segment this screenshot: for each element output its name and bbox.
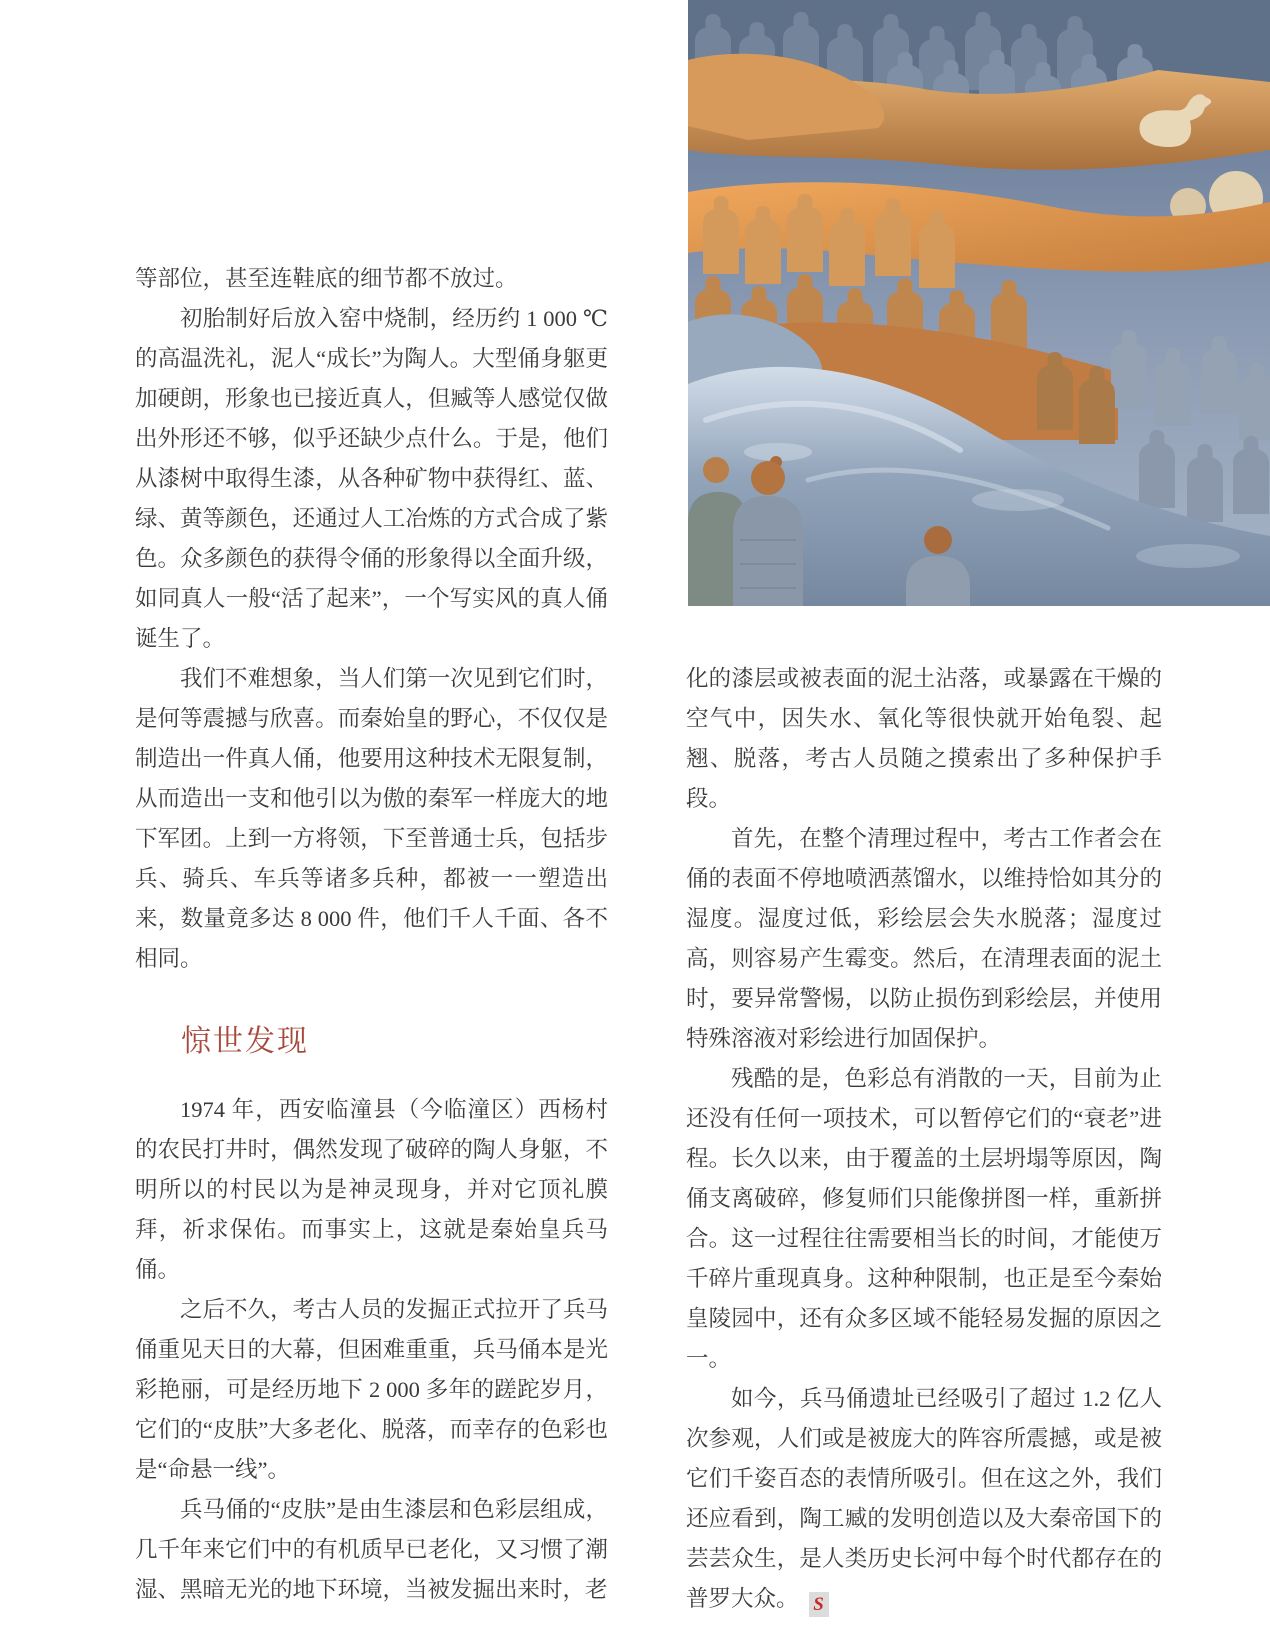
paragraph-text: 如今，兵马俑遗址已经吸引了超过 1.2 亿人次参观，人们或是被庞大的阵容所震撼，或是被它们千姿百态的表情所吸引。但在这之外，我们还应看到，陶工臧的发明创造以及大秦帝国下的芸芸众生，是人类历史长河中每个时代都存在的普罗大众。	[686, 1386, 1162, 1611]
paragraph: 兵马俑的“皮肤”是由生漆层和色彩层组成，几千年来它们中的有机质早已老化，又习惯了潮湿、黑暗无光的地下环境，当被发掘出来时，老	[135, 1497, 608, 1602]
right-column	[686, 659, 1162, 1619]
paragraph: 等部位，甚至连鞋底的细节都不放过。	[135, 266, 518, 291]
article-end-icon: S	[809, 1592, 829, 1617]
section-heading: 惊世发现	[181, 1025, 309, 1058]
paragraph	[686, 1379, 1162, 1619]
paragraph: 之后不久，考古人员的发掘正式拉开了兵马俑重见天日的大幕，但困难重重，兵马俑本是光彩艳丽，可是经历地下 2 000 多年的蹉跎岁月，它们的“皮肤”大多老化、脱落，而幸存的色彩也是“命悬一线”。	[135, 1297, 608, 1482]
paragraph: 首先，在整个清理过程中，考古工作者会在俑的表面不停地喷洒蒸馏水，以维持恰如其分的湿度。湿度过低，彩绘层会失水脱落；湿度过高，则容易产生霉变。然后，在清理表面的泥土时，要异常警惕，以防止损伤到彩绘层，并使用特殊溶液对彩绘进行加固保护。	[686, 826, 1162, 1051]
paragraph: 化的漆层或被表面的泥土沾落，或暴露在干燥的空气中，因失水、氧化等很快就开始龟裂、起翘、脱落，考古人员随之摸索出了多种保护手段。	[686, 666, 1162, 811]
paragraph: 我们不难想象，当人们第一次见到它们时，是何等震撼与欣喜。而秦始皇的野心，不仅仅是制造出一件真人俑，他要用这种技术无限复制，从而造出一支和他引以为傲的秦军一样庞大的地下军团。上到一方将领，下至普通士兵，包括步兵、骑兵、车兵等诸多兵种，都被一一塑造出来，数量竟多达 8 000 件，他们千人千面、各不相同。	[135, 666, 608, 971]
paragraph: 残酷的是，色彩总有消散的一天，目前为止还没有任何一项技术，可以暂停它们的“衰老”进程。长久以来，由于覆盖的土层坍塌等原因，陶俑支离破碎，修复师们只能像拼图一样，重新拼合。这一过程往往需要相当长的时间，才能使万千碎片重现真身。这种种限制，也正是至今秦始皇陵园中，还有众多区域不能轻易发掘的原因之一。	[686, 1066, 1162, 1371]
paragraph: 初胎制好后放入窑中烧制，经历约 1 000 ℃的高温洗礼，泥人“成长”为陶人。大型俑身躯更加硬朗，形象也已接近真人，但臧等人感觉仅做出外形还不够，似乎还缺少点什么。于是，他们从漆树中取得生漆，从各种矿物中获得红、蓝、绿、黄等颜色，还通过人工冶炼的方式合成了紫色。众多颜色的获得令俑的形象得以全面升级，如同真人一般“活了起来”，一个写实风的真人俑诞生了。	[135, 306, 608, 651]
left-column	[135, 259, 608, 1610]
terracotta-army-photo	[688, 0, 1270, 606]
paragraph: 1974 年，西安临潼县（今临潼区）西杨村的农民打井时，偶然发现了破碎的陶人身躯，不明所以的村民以为是神灵现身，并对它顶礼膜拜，祈求保佑。而事实上，这就是秦始皇兵马俑。	[135, 1097, 608, 1282]
terracotta-army-illustration	[688, 0, 1270, 606]
